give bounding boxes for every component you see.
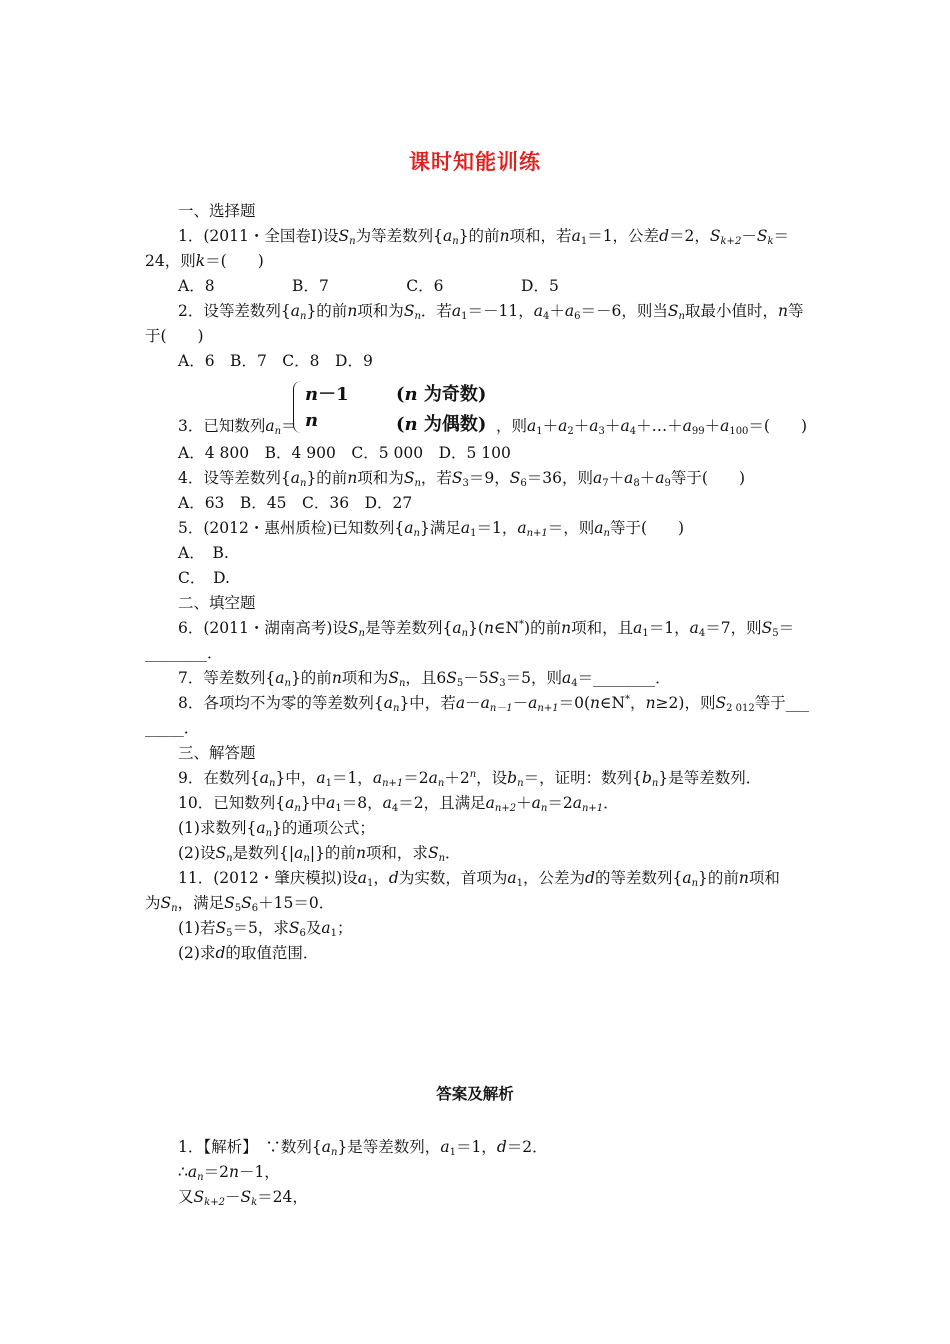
piecewise-case-even: n (305, 410, 319, 431)
question-10-part-1: (1)求数列{an}的通项公式； (178, 819, 375, 839)
question-1: 1．(2011・全国卷Ⅰ)设Sn为等差数列{an}的前n项和，若a1＝1，公差d＝2，Sk+2－Sk＝ (178, 227, 790, 247)
question-6: 6．(2011・湖南高考)设Sn是等差数列{an}(n∈N*)的前n项和，且a1＝1，a4＝7，则S5＝ (178, 619, 795, 639)
question-5: 5．(2012・惠州质检)已知数列{an}满足a1＝1，an+1＝，则an等于( ) (178, 519, 685, 539)
question-11-part-1: (1)若S5＝5，求S6及a1； (178, 919, 353, 939)
question-11-line-2: 为Sn，满足S5S6＋15＝0． (145, 894, 335, 914)
piecewise-case-odd: n－1 (305, 384, 349, 405)
question-9: 9．在数列{an}中，a1＝1，$an+1=2an+2^n$，设bn＝，证明：数列{bn}是等差数列． (178, 769, 762, 789)
question-5-options-ab: A． B. (178, 544, 229, 562)
answers-title: 答案及解析 (436, 1085, 514, 1103)
question-8: 8．各项均不为零的等差数列{an}中，若a－an－1－an+1＝0(n∈N*，n≥2)，则S2 012等于___ (178, 694, 809, 714)
question-10-part-2: (2)设Sn是数列{|an|}的前n项和，求Sn． (178, 844, 461, 864)
section-heading-choice: 一、选择题 (178, 202, 256, 220)
question-5-options-cd: C． D. (178, 569, 230, 587)
question-7: 7．等差数列{an}的前n项和为Sn，且6S5－5S3＝5，则a4＝________． (178, 669, 671, 689)
question-6-line-2: ________． (145, 644, 223, 662)
question-1-line-2: 24，则k＝( ) (145, 252, 264, 270)
section-heading-fill: 二、填空题 (178, 594, 256, 612)
answer-1: 1．【解析】 ∵数列{an}是等差数列，a1＝1，d＝2． (178, 1138, 548, 1158)
question-4: 4．设等差数列{an}的前n项和为Sn，若S3＝9，S6＝36，则a7＋a8＋a9等于( ) (178, 469, 746, 489)
question-2-line-2: 于( ) (145, 327, 204, 345)
question-3-options: A．4 800 B．4 900 C．5 000 D．5 100 (178, 444, 511, 462)
page-title: 课时知能训练 (409, 150, 541, 174)
question-2-options: A．6 B．7 C．8 D．9 (178, 352, 373, 370)
answer-1-line-2: ∴an＝2n－1， (178, 1163, 280, 1183)
question-11-part-2: (2)求d的取值范围． (178, 944, 319, 962)
question-1-options: A．8 B．7 C．6 D．5 (178, 277, 559, 295)
piecewise-condition-even: (n 为偶数) (396, 414, 487, 435)
question-10: 10．已知数列{an}中a1＝8，a4＝2，且满足an+2＋an＝2an+1． (178, 794, 619, 814)
answer-1-line-3: 又Sk+2－Sk＝24， (178, 1188, 308, 1208)
section-heading-solve: 三、解答题 (178, 744, 256, 762)
question-8-line-2: _____． (145, 719, 200, 737)
question-2: 2．设等差数列{an}的前n项和为Sn．若a1＝－11，a4＋a6＝－6，则当Sn取最小值时，n等 (178, 302, 804, 322)
question-3-lead: 3．已知数列an＝ (178, 417, 297, 437)
question-4-options: A．63 B．45 C．36 D．27 (178, 494, 413, 512)
piecewise-condition-odd: (n 为奇数) (396, 384, 487, 405)
question-3-tail: ，则a1＋a2＋a3＋a4＋…＋a99＋a100＝( ) (496, 417, 808, 437)
question-11: 11．(2012・肇庆模拟)设a1，d为实数，首项为a1，公差为d的等差数列{an}的前n项和 (178, 869, 780, 889)
